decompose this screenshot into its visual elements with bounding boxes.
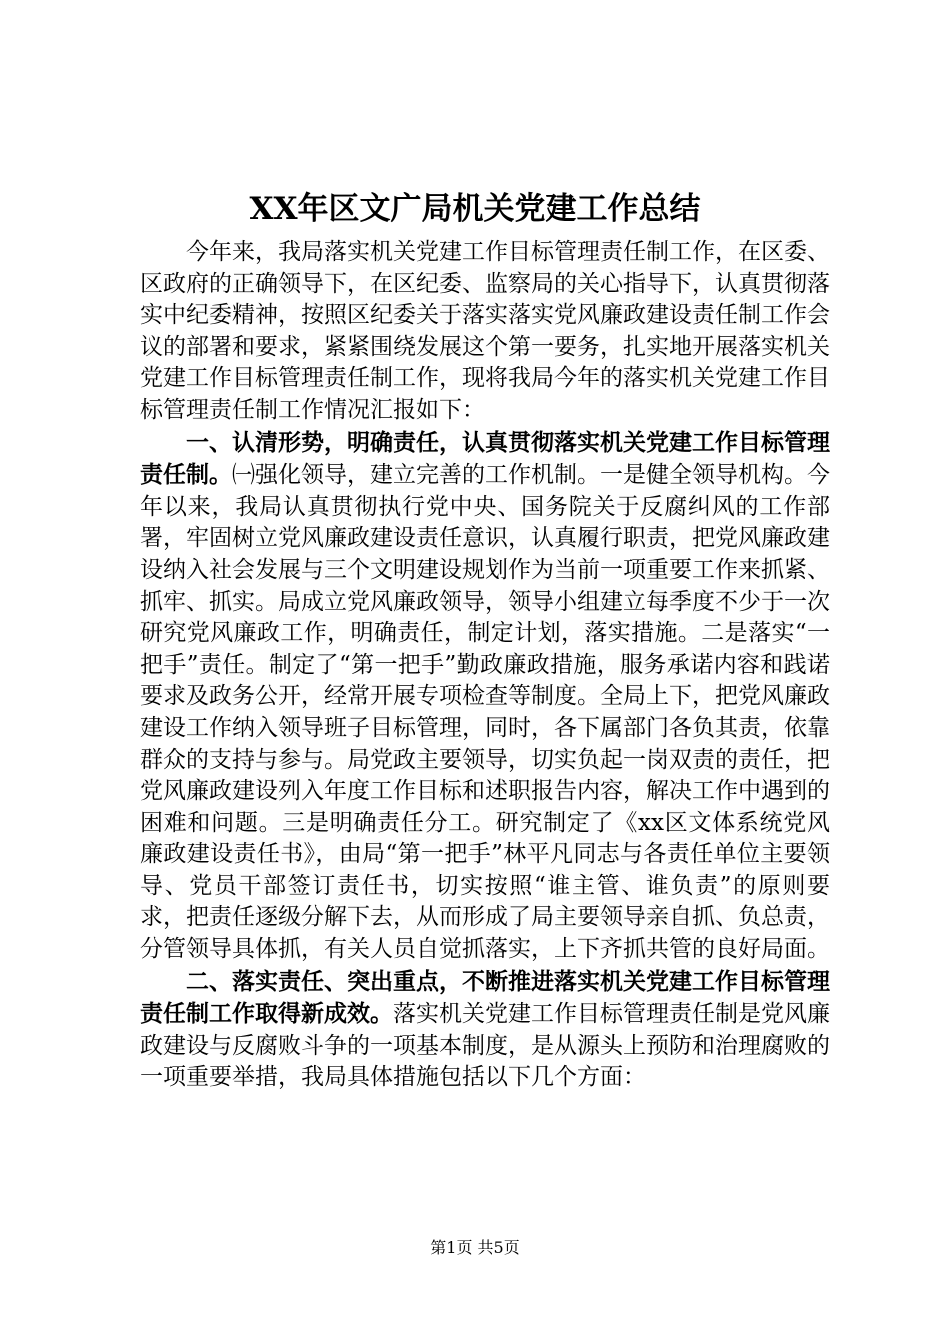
document-body [140,236,830,1094]
paragraph-section-2 [140,966,830,1094]
paragraph-section-1 [140,427,830,966]
paragraph-intro [140,236,830,427]
paragraph-text: 今年来，我局落实机关党建工作目标管理责任制工作，在区委、区政府的正确领导下，在区纪委、监察局的关心指导下，认真贯彻落实中纪委精神，按照区纪委关于落实落实党风廉政建设责任制工作会议的部署和要求，紧紧围绕发展这个第一要务，扎实地开展落实机关党建工作目标管理责任制工作，现将我局今年的落实机关党建工作目标管理责任制工作情况汇报如下： [140,239,830,423]
section-1-heading: 一、认清形势，明确责任，认真贯彻落实机关党建工作目标管理责任制。 [140,428,830,489]
page-footer: 第1页 共5页 [430,1238,520,1257]
section-2-text: 落实机关党建工作目标管理责任制是党风廉政建设与反腐败斗争的一项基本制度，是从源头上预防和治理腐败的一项重要举措，我局具体措施包括以下几个方面： [140,1001,830,1091]
document-title: XX年区文广局机关党建工作总结 [249,191,701,227]
section-1-text: ㈠强化领导，建立完善的工作机制。一是健全领导机构。今年以来，我局认真贯彻执行党中央、国务院关于反腐纠风的工作部署，牢固树立党风廉政建设责任意识，认真履行职责，把党风廉政建设纳入社会发展与三个文明建设规划作为当前一项重要工作来抓紧、抓牢、抓实。局成立党风廉政领导，领导小组建立每季度不少于一次研究党风廉政工作，明确责任，制定计划，落实措施。二是落实“一把手”责任。制定了“第一把手”勤政廉政措施，服务承诺内容和践诺要求及政务公开，经常开展专项检查等制度。全局上下，把党风廉政建设工作纳入领导班子目标管理，同时，各下属部门各负其责，依靠群众的支持与参与。局党政主要领导，切实负起一岗双责的责任，把党风廉政建设列入年度工作目标和述职报告内容，解决工作中遇到的困难和问题。三是明确责任分工。研究制定了《xx区文体系统党风廉政建设责任书》，由局“第一把手”林平凡同志与各责任单位主要领导、党员干部签订责任书，切实按照“谁主管、谁负责”的原则要求，把责任逐级分解下去，从而形成了局主要领导亲自抓、负总责，分管领导具体抓，有关人员自觉抓落实，上下齐抓共管的良好局面。 [140,462,830,963]
section-2-heading: 二、落实责任、突出重点，不断推进落实机关党建工作目标管理责任制工作取得新成效。 [140,967,830,1028]
